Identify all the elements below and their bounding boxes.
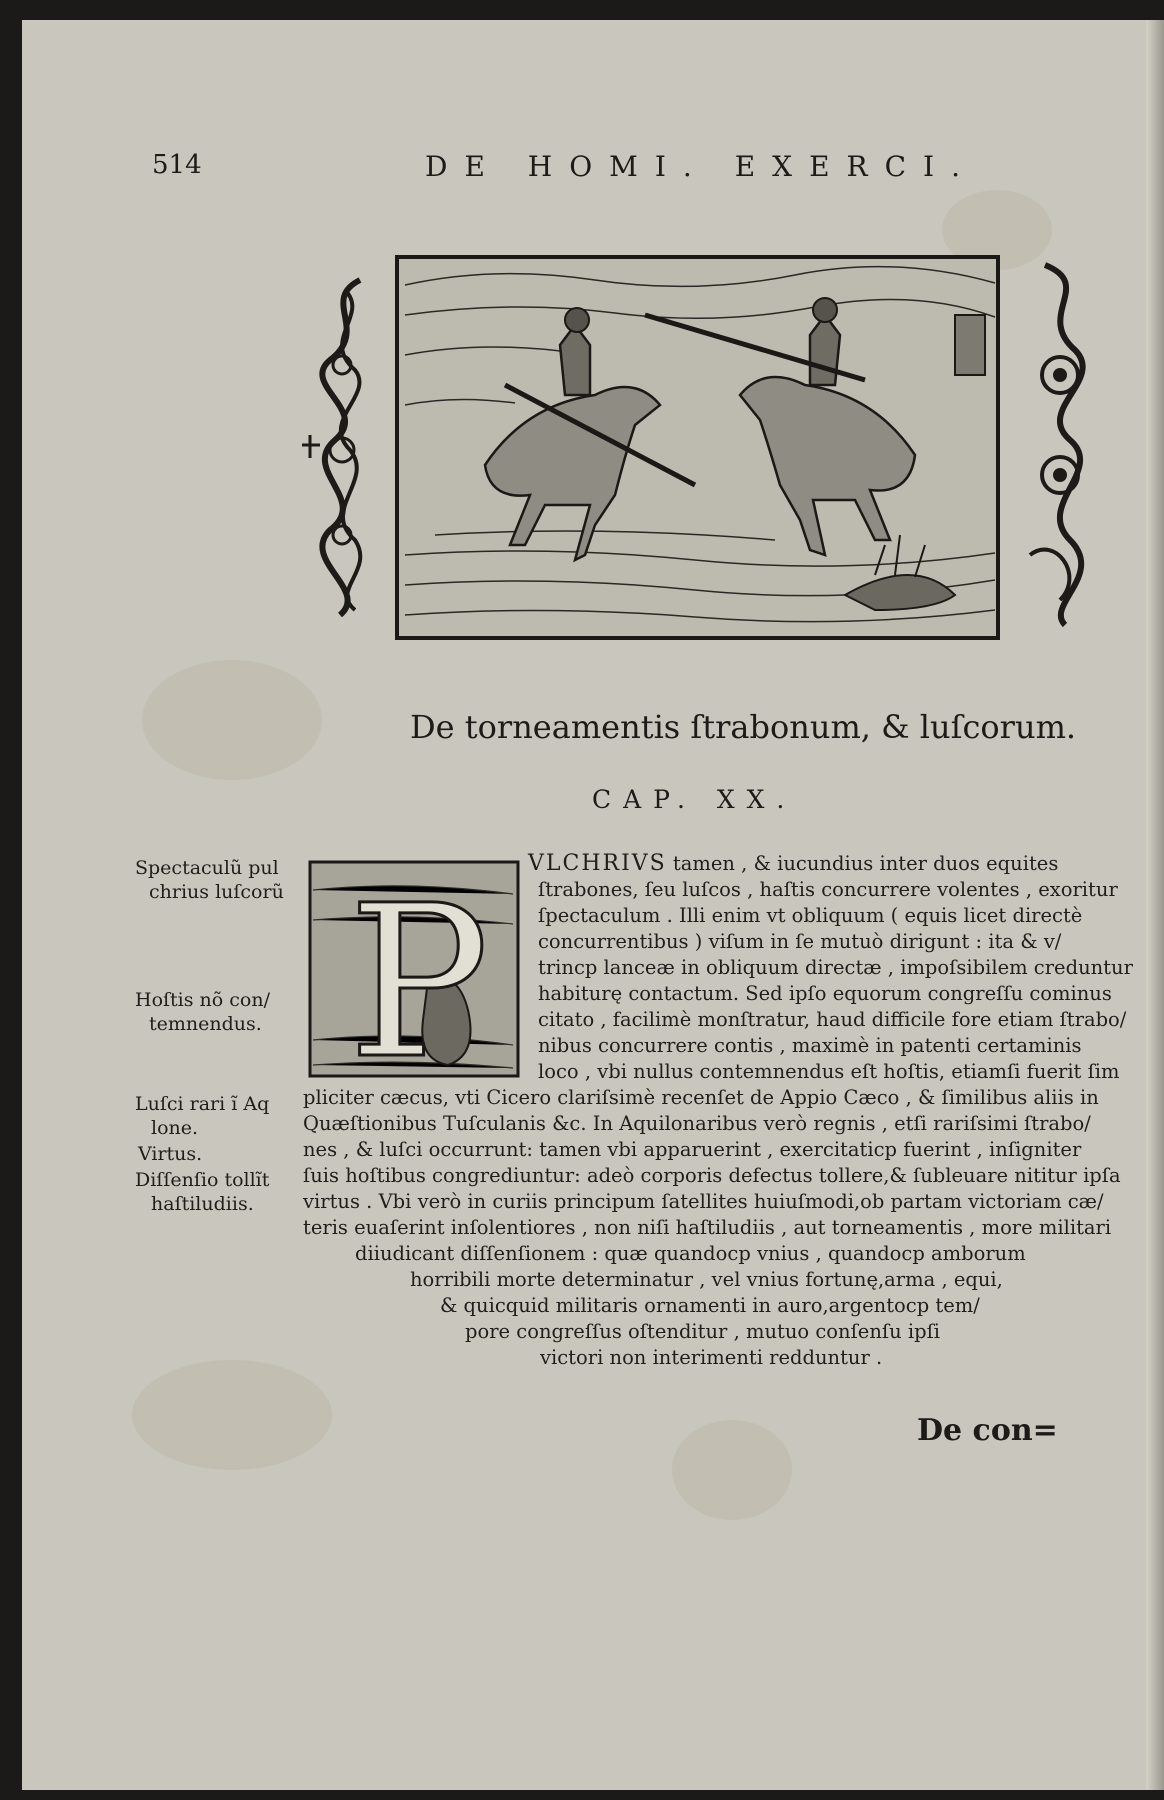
body-line-15: teris euaſerint inſolentiores , non niſi haſtiludiis , aut torneamentis , more militari [303,1216,1112,1239]
body-line-19: pore congreſſus oſtenditur , mutuo conſenſu ipſi [465,1320,941,1343]
catchword: De con= [917,1413,1058,1448]
bleed-through-stain [672,1420,792,1520]
body-line-8: nibus concurrere contis , maximè in patenti certaminis [538,1034,1082,1057]
body-line-6: habiturę contactum. Sed ipſo equorum congreſſu cominus [538,982,1112,1005]
body-line-11: Quæſtionibus Tuſculanis &c. In Aquilonaribus verò regnis , etſi rariſsimi ſtrabo/ [303,1112,1091,1135]
running-head: DE HOMI. EXERCI. [425,150,977,183]
body-line-10: pliciter cæcus, vti Cicero clariſsimè recenſet de Appio Cæco , & ſimilibus aliis in [303,1086,1099,1109]
body-line-17: horribili morte determinatur , vel vnius fortunę,arma , equi, [410,1268,1003,1291]
body-line-12: nes , & luſci occurrunt: tamen vbi apparuerint , exercitaticp fuerint , inſigniter [303,1138,1082,1161]
chapter-title: De torneamentis ſtrabonum, & luſcorum. [410,708,1077,746]
margin-note-2: Hoſtis nõ con/ temnendus. [135,989,270,1035]
facing-page-edge [1146,20,1164,1790]
body-line-9: loco , vbi nullus contemnendus eſt hoſtis, etiamſi fuerit ſim [538,1060,1120,1083]
chapter-number: CAP. XX. [592,785,797,814]
body-line-3: ſpectaculum . Illi enim vt obliquum ( equis licet directè [538,904,1083,927]
body-line-14: virtus . Vbi verò in curiis principum ſatellites huiuſmodi,ob partam victoriam cæ/ [303,1190,1104,1213]
body-line-5: trincp lanceæ in obliquum directæ , impoſsibilem creduntur [538,956,1133,979]
body-line-4: concurrentibus ) viſum in ſe mutuò dirigunt : ita & v/ [538,930,1062,953]
bleed-through-stain [132,1360,332,1470]
body-line-1: VLCHRIVS tamen , & iucundius inter duos equites [528,851,1059,876]
decorated-initial-letter [308,860,520,1078]
body-line-16: diiudicant diſſenſionem : quæ quandocp vnius , quandocp amborum [355,1242,1026,1265]
page-number: 514 [152,150,202,180]
margin-note-4: Virtus. [138,1143,203,1165]
body-line-13: ſuis hoſtibus congrediuntur: adeò corporis defectus tollere,& ſubleuare nititur ipſa [303,1164,1121,1187]
body-line-20: victori non interimenti redduntur . [540,1346,883,1369]
jousting-knights-woodcut [395,255,1000,640]
margin-note-5: Diſſenſio tollĩt haſtiludiis. [135,1169,270,1215]
margin-note-1: Spectaculũ pul chrius luſcorũ [135,857,284,903]
bleed-through-stain [142,660,322,780]
body-line-18: & quicquid militaris ornamenti in auro,argentocp tem/ [440,1294,980,1317]
body-line-7: citato , facilimè monſtratur, haud difficile fore etiam ſtrabo/ [538,1008,1127,1031]
margin-note-3: Luſci rari ĩ Aq lone. [135,1093,270,1139]
right-border-ornament [1015,255,1105,635]
initial-letter-glyph: P [348,860,490,1078]
body-line-2: ſtrabones, ſeu luſcos , haſtis concurrere volentes , exoritur [538,878,1118,901]
left-border-ornament [300,270,385,625]
